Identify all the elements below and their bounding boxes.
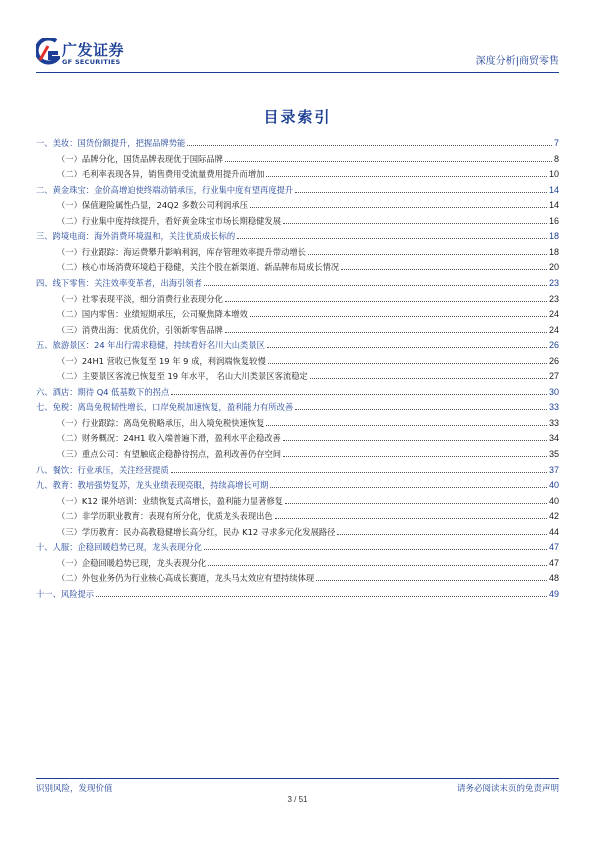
toc-dot-leader <box>225 300 547 302</box>
toc-entry-title: 六、酒店：期待 Q4 低基数下的拐点 <box>36 386 170 397</box>
toc-dot-leader <box>237 237 547 239</box>
toc-entry-title: （二）国内零售：业绩短期承压，公司聚焦降本增效 <box>57 309 248 320</box>
toc-dot-leader <box>250 315 547 317</box>
toc-dot-leader <box>316 579 547 581</box>
toc-entry-title: （三）学历教育：民办高教稳健增长高分红，民办 K12 寻求多元化发展路径 <box>57 526 336 537</box>
toc-entry-page: 40 <box>548 495 559 506</box>
toc-entry-page: 26 <box>548 355 559 366</box>
toc-section-entry[interactable] <box>36 538 559 553</box>
toc-entry-page: 27 <box>548 371 559 382</box>
toc-entry-title: 五、旅游景区：24 年出行需求稳健，持续看好名川大山类景区 <box>36 340 265 351</box>
toc-dot-leader <box>204 284 547 286</box>
toc-dot-leader <box>285 502 547 504</box>
toc-entry-page: 18 <box>548 231 559 242</box>
page-title: 目录索引 <box>263 108 332 126</box>
logo-text-en: GF SECURITIES <box>62 58 121 66</box>
toc-dot-leader <box>283 222 547 224</box>
toc-subsection-entry[interactable] <box>36 492 559 507</box>
toc-entry-title: （一）行业跟踪：离岛免税略承压，出入境免税快速恢复 <box>57 417 265 428</box>
toc-dot-leader <box>266 175 547 177</box>
toc-entry-page: 44 <box>548 526 559 537</box>
logo-text-cn: 广发证券 <box>62 41 125 59</box>
toc-dot-leader <box>341 268 547 270</box>
toc-entry-title: （二）行业集中度持续提升，看好黄金珠宝市场长期稳健发展 <box>57 215 282 226</box>
toc-entry-title: （一）品牌分化，国货品牌表现优于国际品牌 <box>57 153 223 164</box>
toc-section-entry[interactable] <box>36 274 559 289</box>
toc-subsection-entry[interactable] <box>36 445 559 460</box>
report-category: 深度分析|商贸零售 <box>475 56 559 67</box>
toc-subsection-entry[interactable] <box>36 569 559 584</box>
toc-entry-title: （二）核心市场消费环境趋于稳健，关注个股在新渠道、新品牌布局成长情况 <box>57 262 340 273</box>
toc-dot-leader <box>208 564 547 566</box>
header-divider <box>36 72 559 73</box>
toc-entry-page: 35 <box>548 449 559 459</box>
toc-entry-title: （二）外包业务仍为行业核心高成长赛道，龙头马太效应有望持续体现 <box>57 573 315 584</box>
page-number: 3 / 51 <box>287 795 308 804</box>
toc-entry-page: 14 <box>548 200 559 211</box>
toc-entry-title: （一）行业跟踪：海运费攀升影响利润，库存管理效率提升带动增长 <box>57 246 306 257</box>
toc-subsection-entry[interactable] <box>36 243 559 258</box>
company-logo <box>36 38 136 72</box>
toc-entry-page: 48 <box>548 573 559 584</box>
toc-subsection-entry[interactable] <box>36 523 559 538</box>
toc-entry-title: （一）K12 课外培训：业绩恢复式高增长，盈利能力显著修复 <box>57 495 284 506</box>
toc-entry-page: 23 <box>548 277 559 288</box>
toc-entry-page: 20 <box>548 262 559 273</box>
toc-dot-leader <box>283 439 547 441</box>
toc-entry-page: 18 <box>548 246 559 257</box>
toc-entry-page: 24 <box>548 324 559 335</box>
toc-dot-leader <box>310 377 547 379</box>
toc-section-entry[interactable] <box>36 398 559 413</box>
toc-entry-page: 7 <box>553 138 559 148</box>
toc-entry-page: 34 <box>548 433 559 444</box>
toc-subsection-entry[interactable] <box>36 150 559 165</box>
toc-section-entry[interactable] <box>36 181 559 196</box>
toc-dot-leader <box>270 486 547 488</box>
footer-disclaimer: 请务必阅读末页的免责声明 <box>456 784 559 794</box>
gf-logo-icon <box>36 38 60 66</box>
toc-entry-page: 24 <box>548 309 559 320</box>
toc-dot-leader <box>225 331 547 333</box>
toc-subsection-entry[interactable] <box>36 305 559 320</box>
toc-entry-page: 37 <box>548 464 559 475</box>
toc-entry-title: 十一、风险提示 <box>36 588 95 599</box>
toc-dot-leader <box>268 362 547 364</box>
toc-entry-page: 47 <box>548 557 559 568</box>
toc-subsection-entry[interactable] <box>36 290 559 305</box>
toc-subsection-entry[interactable] <box>36 165 559 180</box>
toc-entry-page: 30 <box>548 386 559 397</box>
toc-entry-title: 十、人服：企稳回暖趋势已现，龙头表现分化 <box>36 542 202 553</box>
footer-slogan: 识别风险，发现价值 <box>36 784 113 794</box>
toc-subsection-entry[interactable] <box>36 212 559 227</box>
toc-entry-page: 40 <box>548 480 559 491</box>
toc-section-entry[interactable] <box>36 227 559 242</box>
toc-dot-leader <box>337 533 547 535</box>
toc-entry-page: 8 <box>553 153 559 164</box>
toc-entry-title: 七、免税：离岛免税韧性增长，口岸免税加速恢复，盈利能力有所改善 <box>36 402 294 413</box>
toc-entry-page: 42 <box>548 511 559 522</box>
toc-entry-title: （二）财务概况：24H1 收入端普遍下滑，盈利水平企稳改善 <box>57 433 281 444</box>
toc-entry-title: 二、黄金珠宝：金价高增迫使终端动销承压，行业集中度有望再度提升 <box>36 184 294 195</box>
toc-entry-title: （三）重点公司：有望触底企稳静待拐点，盈利改善仍存空间 <box>57 449 282 459</box>
toc-entry-title: 四、线下零售：关注效率变革者，出海引领者 <box>36 277 202 288</box>
toc-section-entry[interactable] <box>36 336 559 351</box>
toc-dot-leader <box>171 393 547 395</box>
toc-entry-page: 16 <box>548 215 559 226</box>
toc-entry-title: 一、美妆：国货份额提升，把握品牌势能 <box>36 138 186 148</box>
page-header <box>0 0 595 80</box>
toc-entry-page: 14 <box>548 184 559 195</box>
toc-entry-title: （三）消费出海：优质优价，引领新零售品牌 <box>57 324 223 335</box>
toc-subsection-entry[interactable] <box>36 507 559 522</box>
footer-divider <box>36 778 559 779</box>
toc-section-entry[interactable] <box>36 476 559 491</box>
toc-dot-leader <box>96 595 547 597</box>
toc-entry-title: （一）24H1 营收已恢复至 19 年 9 成，利润端恢复较慢 <box>57 355 266 366</box>
toc-entry-title: （二）毛利率表现各异，销售费用受流量费用提升而增加 <box>57 169 265 180</box>
toc-entry-title: （二）主要景区客流已恢复至 19 年水平， 名山大川类景区客流稳定 <box>57 371 308 382</box>
toc-dot-leader <box>283 455 547 457</box>
toc-entry-page: 10 <box>548 169 559 180</box>
toc-dot-leader <box>250 206 547 208</box>
toc-dot-leader <box>275 517 547 519</box>
toc-entry-title: （一）企稳回暖趋势已现，龙头表现分化 <box>57 557 207 568</box>
toc-entry-page: 49 <box>548 588 559 599</box>
toc-entry-title: （一）社零表现平淡，细分消费行业表现分化 <box>57 293 223 304</box>
toc-dot-leader <box>308 253 547 255</box>
toc-subsection-entry[interactable] <box>36 414 559 429</box>
toc-dot-leader <box>225 160 552 162</box>
toc-subsection-entry[interactable] <box>36 367 559 382</box>
toc-entry-title: （二）非学历职业教育：表现有所分化，优质龙头表现出色 <box>57 511 273 522</box>
toc-entry-page: 33 <box>548 402 559 413</box>
toc-dot-leader <box>187 144 552 146</box>
toc-entry-title: 八、餐饮：行业承压，关注经营提质 <box>36 464 169 475</box>
toc-entry-page: 33 <box>548 417 559 428</box>
toc-dot-leader <box>267 346 547 348</box>
toc-dot-leader <box>171 471 547 473</box>
toc-subsection-entry[interactable] <box>36 196 559 211</box>
toc-entry-page: 23 <box>548 293 559 304</box>
toc-section-entry[interactable] <box>36 383 559 398</box>
toc-dot-leader <box>295 191 547 193</box>
toc-subsection-entry[interactable] <box>36 352 559 367</box>
toc-entry-title: 九、教育：教培强势复苏，龙头业绩表现亮眼，持续高增长可期 <box>36 480 269 491</box>
toc-section-entry[interactable] <box>36 134 559 149</box>
toc-subsection-entry[interactable] <box>36 321 559 336</box>
toc-entry-page: 26 <box>548 340 559 351</box>
toc-subsection-entry[interactable] <box>36 429 559 444</box>
toc-dot-leader <box>204 548 547 550</box>
toc-dot-leader <box>266 424 547 426</box>
toc-subsection-entry[interactable] <box>36 554 559 569</box>
toc-entry-page: 47 <box>548 542 559 553</box>
toc-entry-title: 三、跨境电商：海外消费环境温和，关注优质成长标的 <box>36 231 236 242</box>
toc-section-entry[interactable] <box>36 461 559 476</box>
toc-subsection-entry[interactable] <box>36 258 559 273</box>
toc-entry-title: （一）保值避险属性凸显，24Q2 多数公司利润承压 <box>57 200 248 211</box>
toc-dot-leader <box>295 408 547 410</box>
toc-section-entry[interactable] <box>36 585 559 600</box>
